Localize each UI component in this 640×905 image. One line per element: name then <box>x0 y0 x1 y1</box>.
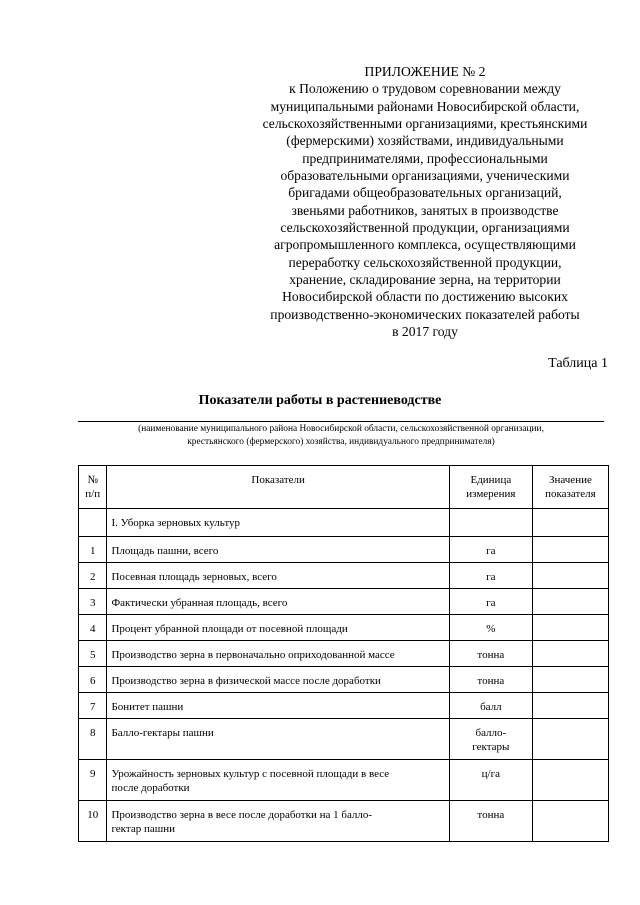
header-unit-line: Единица <box>470 474 512 486</box>
section-title: I. Уборка зерновых культур <box>107 509 449 537</box>
table-row <box>79 693 609 719</box>
row-value[interactable] <box>532 589 608 615</box>
row-indicator: Производство зерна в физической массе после доработки <box>107 667 449 693</box>
header-value-line: показателя <box>545 488 596 500</box>
row-number: 4 <box>79 615 107 641</box>
table-row <box>79 589 609 615</box>
row-indicator <box>107 760 449 801</box>
appendix-line: переработку сельскохозяйственной продукции, <box>288 254 562 270</box>
header-indicator-text: Показатели <box>251 474 305 486</box>
appendix-line: образовательными организациями, ученическими <box>280 168 570 184</box>
row-number: 1 <box>79 537 107 563</box>
row-number: 6 <box>79 667 107 693</box>
row-number: 7 <box>79 693 107 719</box>
table-row <box>79 667 609 693</box>
row-unit-line: гектары <box>472 741 510 753</box>
row-unit: % <box>449 615 532 641</box>
table-row <box>79 563 609 589</box>
row-value[interactable] <box>532 801 608 842</box>
row-unit: балл <box>449 693 532 719</box>
row-value[interactable] <box>532 693 608 719</box>
appendix-line: Новосибирской области по достижению высоких <box>282 289 568 305</box>
row-indicator <box>107 801 449 842</box>
header-number-line: № <box>87 474 98 486</box>
appendix-line: к Положению о трудовом соревновании между <box>289 81 561 97</box>
row-indicator-line: гектар пашни <box>111 823 175 835</box>
appendix-line: сельскохозяйственными организациями, крестьянскими <box>262 116 588 132</box>
table-section-row <box>79 509 609 537</box>
row-indicator: Балло-гектары пашни <box>107 719 449 760</box>
row-value[interactable] <box>532 719 608 760</box>
row-value[interactable] <box>532 641 608 667</box>
appendix-line: звеньями работников, занятых в производстве <box>291 202 559 218</box>
appendix-line: хранение, складирование зерна, на территории <box>289 272 561 288</box>
appendix-line: сельскохозяйственной продукции, организациями <box>280 220 570 236</box>
fill-in-caption <box>78 423 604 449</box>
table-row <box>79 615 609 641</box>
appendix-heading <box>240 63 610 341</box>
appendix-line: в 2017 году <box>392 324 458 340</box>
row-unit: га <box>449 589 532 615</box>
row-number: 3 <box>79 589 107 615</box>
row-unit: тонна <box>449 667 532 693</box>
section-unit-cell <box>449 509 532 537</box>
row-value[interactable] <box>532 667 608 693</box>
row-indicator: Площадь пашни, всего <box>107 537 449 563</box>
table-row <box>79 760 609 801</box>
section-number-cell <box>79 509 107 537</box>
row-unit: ц/га <box>449 760 532 801</box>
appendix-line: агропромышленного комплекса, осуществляющими <box>274 237 576 253</box>
row-indicator-line: Урожайность зерновых культур с посевной площади в весе <box>111 768 390 780</box>
appendix-line: ПРИЛОЖЕНИЕ № 2 <box>364 64 486 79</box>
row-indicator-line: после доработки <box>111 782 190 794</box>
header-value-line: Значение <box>548 474 592 486</box>
row-indicator: Посевная площадь зерновых, всего <box>107 563 449 589</box>
caption-line: (наименование муниципального района Новосибирской области, сельскохозяйственной организации, <box>138 424 544 434</box>
appendix-line: производственно-экономических показателей работы <box>270 306 580 322</box>
row-value[interactable] <box>532 615 608 641</box>
row-unit: га <box>449 563 532 589</box>
header-number-line: п/п <box>85 488 101 500</box>
row-indicator: Бонитет пашни <box>107 693 449 719</box>
caption-line: крестьянского (фермерского) хозяйства, индивидуального предпринимателя) <box>187 437 495 447</box>
row-value[interactable] <box>532 760 608 801</box>
row-unit: тонна <box>449 641 532 667</box>
table-row <box>79 537 609 563</box>
appendix-line: (фермерскими) хозяйствами, индивидуальными <box>286 133 564 149</box>
indicators-table <box>78 465 609 842</box>
row-number: 2 <box>79 563 107 589</box>
page-title: Показатели работы в растениеводстве <box>198 393 442 408</box>
row-indicator: Производство зерна в первоначально оприходованной массе <box>107 641 449 667</box>
row-number: 9 <box>79 760 107 801</box>
row-value[interactable] <box>532 563 608 589</box>
table-row <box>79 801 609 842</box>
fill-in-line[interactable] <box>78 421 604 422</box>
row-indicator-line: Производство зерна в весе после доработки на 1 балло- <box>111 809 373 821</box>
row-number: 10 <box>79 801 107 842</box>
appendix-line: бригадами общеобразовательных организаций, <box>288 185 562 201</box>
section-value-cell <box>532 509 608 537</box>
header-unit-line: измерения <box>466 488 516 500</box>
row-indicator: Фактически убранная площадь, всего <box>107 589 449 615</box>
row-unit: тонна <box>449 801 532 842</box>
row-indicator: Процент убранной площади от посевной площади <box>107 615 449 641</box>
appendix-line: муниципальными районами Новосибирской области, <box>270 98 580 114</box>
header-value <box>532 466 608 509</box>
row-unit-line: балло- <box>475 727 507 739</box>
table-row <box>79 641 609 667</box>
row-unit: га <box>449 537 532 563</box>
header-unit <box>449 466 532 509</box>
header-number <box>79 466 107 509</box>
appendix-line: предпринимателями, профессиональными <box>302 150 548 166</box>
row-unit <box>449 719 532 760</box>
row-number: 5 <box>79 641 107 667</box>
header-indicator <box>107 466 449 509</box>
table-header-row <box>79 466 609 509</box>
row-value[interactable] <box>532 537 608 563</box>
row-number: 8 <box>79 719 107 760</box>
table-row <box>79 719 609 760</box>
table-label: Таблица 1 <box>548 356 608 371</box>
